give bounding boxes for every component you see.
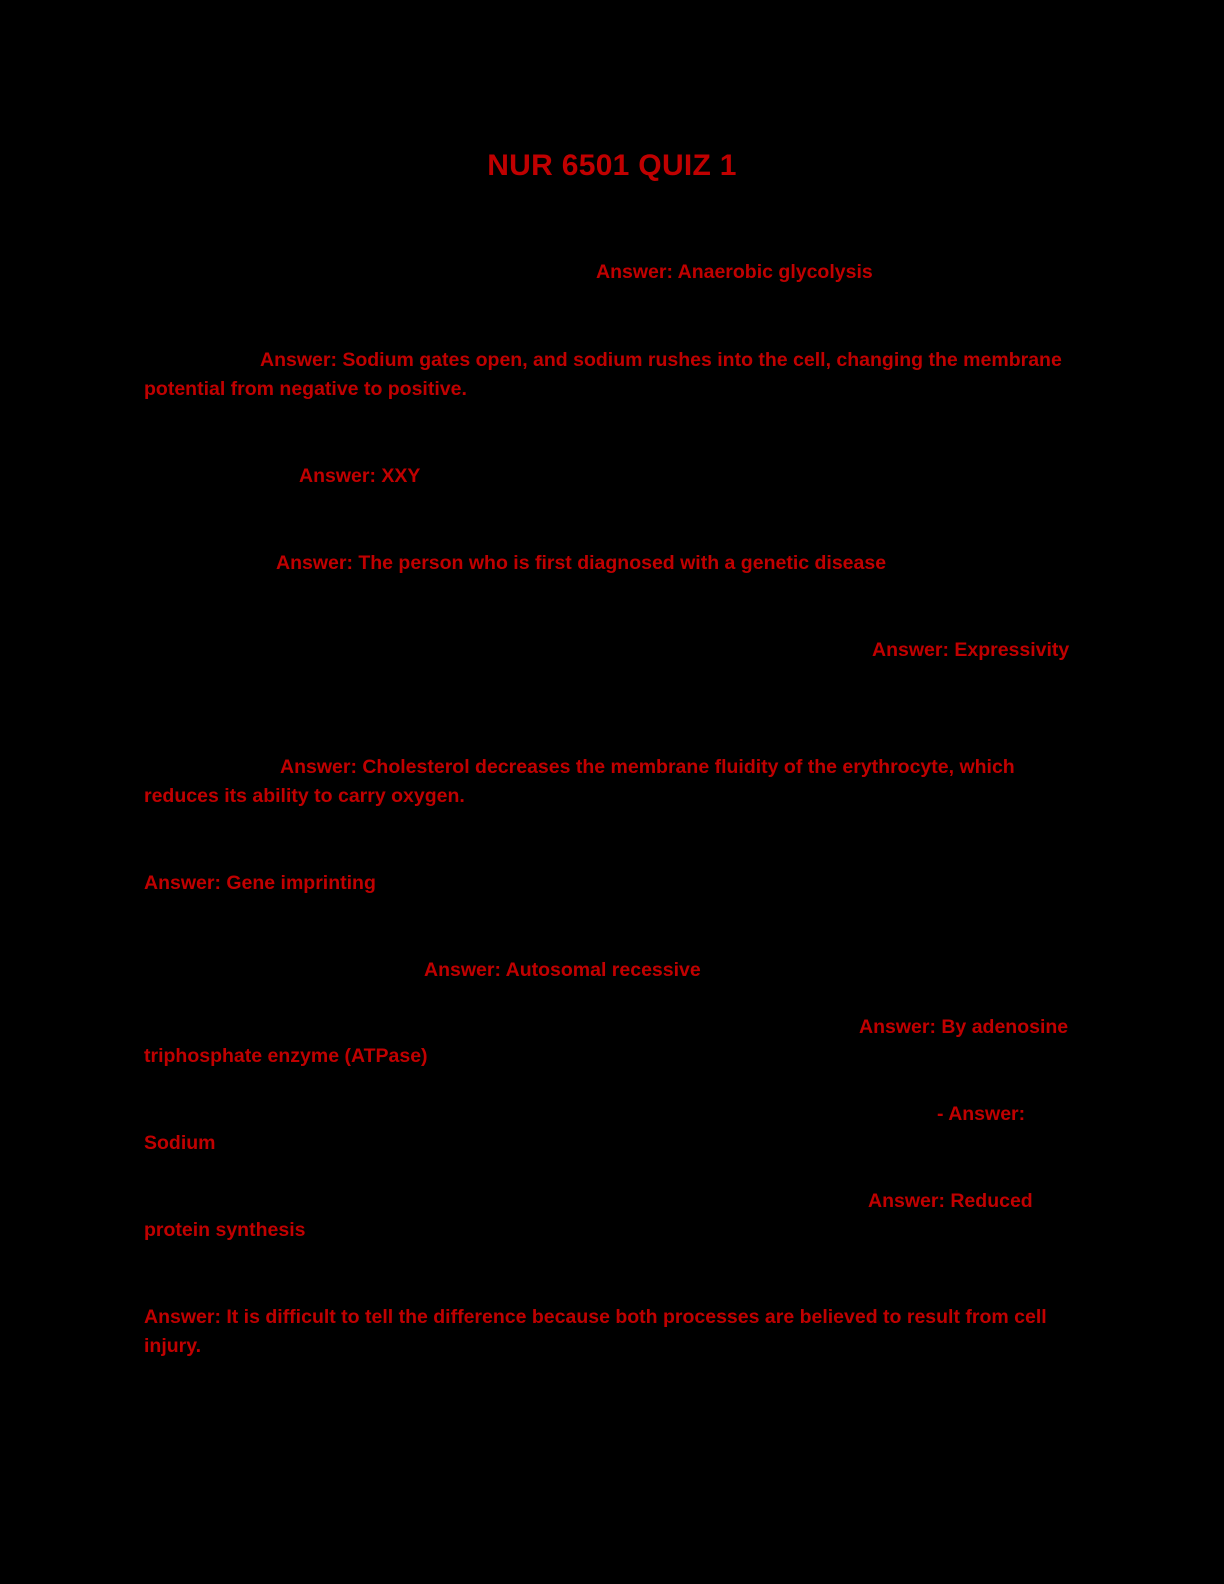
qa-item	[144, 956, 1084, 985]
qa-item	[144, 1303, 1084, 1361]
answer-text: Answer: It is difficult to tell the difference because both processes are believed to result from cell injury.	[144, 1306, 1047, 1357]
answer-text: Answer: By adenosine triphosphate enzyme (ATPase)	[144, 1016, 1069, 1067]
answer-text: Answer: XXY	[299, 465, 421, 487]
qa-item	[144, 636, 1084, 665]
qa-item	[144, 1013, 1084, 1071]
qa-item	[144, 1100, 1084, 1158]
answer-text: Answer: Autosomal recessive	[424, 959, 701, 981]
qa-item	[144, 869, 1084, 898]
answer-text: Answer: Sodium gates open, and sodium rushes into the cell, changing the membrane potential from negative to positive.	[144, 349, 1062, 400]
qa-item	[144, 1187, 1084, 1245]
page-title: NUR 6501 QUIZ 1	[487, 149, 737, 182]
answer-text: Answer: Anaerobic glycolysis	[596, 261, 873, 283]
qa-item	[144, 753, 1084, 811]
answer-text: - Answer: Sodium	[144, 1103, 1026, 1154]
qa-item	[144, 258, 1084, 287]
qa-item	[144, 462, 1084, 491]
qa-item	[144, 549, 1084, 578]
answer-text: Answer: Gene imprinting	[144, 872, 376, 894]
answer-text: Answer: The person who is first diagnosed with a genetic disease	[276, 552, 887, 574]
answer-text: Answer: Reduced protein synthesis	[144, 1190, 1033, 1241]
answer-text: Answer: Expressivity	[872, 639, 1070, 661]
qa-item	[144, 346, 1084, 404]
answer-text: Answer: Cholesterol decreases the membrane fluidity of the erythrocyte, which reduces its ability to carry oxygen.	[144, 756, 1015, 807]
